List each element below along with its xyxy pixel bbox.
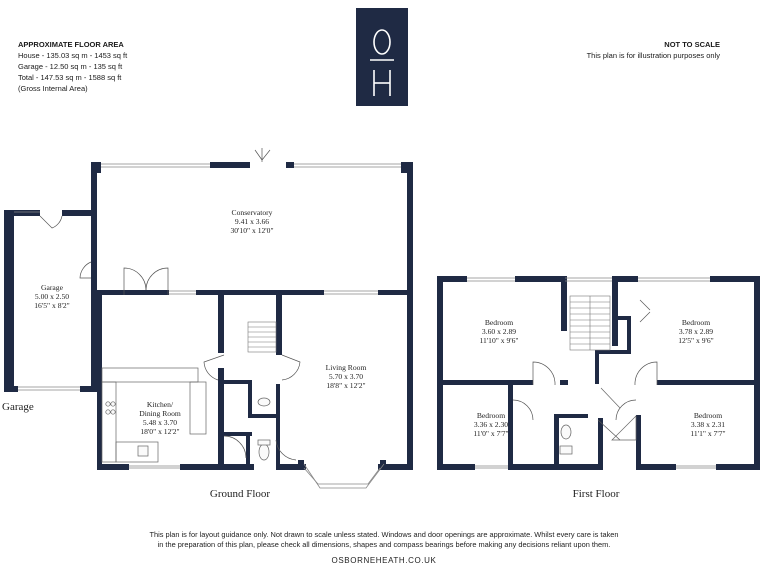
room-bedroom-3-metric: 3.36 x 2.30 xyxy=(473,420,509,429)
scale-note-title: NOT TO SCALE xyxy=(664,40,720,49)
room-bedroom-3 xyxy=(473,411,508,438)
room-conservatory-metric: 9.41 x 3.66 xyxy=(234,217,270,226)
website-link[interactable]: OSBORNEHEATH.CO.UK xyxy=(331,556,437,565)
disclaimer-line-1: This plan is for layout guidance only. Not drawn to scale unless stated. Windows and door openings are approximate. Whilst every care is taken xyxy=(149,530,619,539)
room-kitchen-name: Kitchen/ xyxy=(146,400,174,409)
room-conservatory xyxy=(230,208,273,235)
room-bedroom-2-name: Bedroom xyxy=(681,318,711,327)
room-bedroom-4-imperial: 11'1" x 7'7" xyxy=(690,429,726,438)
floor-area-garage: Garage - 12.50 sq m - 135 sq ft xyxy=(18,62,123,71)
room-bedroom-1-name: Bedroom xyxy=(484,318,514,327)
floor-area-house: House - 135.03 sq m - 1453 sq ft xyxy=(18,51,128,60)
ground-floor-title: Ground Floor xyxy=(209,488,271,500)
room-bedroom-1 xyxy=(479,318,518,345)
floor-area-title: APPROXIMATE FLOOR AREA xyxy=(18,40,124,49)
disclaimer-line-2: in the preparation of this plan, please check all dimensions, shapes and compass bearings before making any decisions reliant upon them. xyxy=(157,540,611,549)
first-floor-title: First Floor xyxy=(572,488,620,500)
room-bedroom-3-name: Bedroom xyxy=(476,411,506,420)
room-living-name: Living Room xyxy=(325,363,367,372)
room-conservatory-name: Conservatory xyxy=(231,208,273,217)
room-living xyxy=(326,363,367,390)
room-kitchen-name2: Dining Room xyxy=(139,409,181,418)
room-bedroom-4 xyxy=(690,411,725,438)
room-kitchen-metric: 5.48 x 3.70 xyxy=(142,418,178,427)
room-kitchen-imperial: 18'0" x 12'2" xyxy=(140,427,180,436)
room-garage xyxy=(34,283,70,310)
room-conservatory-imperial: 30'10" x 12'0" xyxy=(230,226,274,235)
floor-area-note: (Gross Internal Area) xyxy=(18,84,88,93)
room-bedroom-3-imperial: 11'0" x 7'7" xyxy=(473,429,509,438)
room-bedroom-2 xyxy=(678,318,714,345)
floor-area-total: Total - 147.53 sq m - 1588 sq ft xyxy=(18,73,122,82)
room-garage-imperial: 16'5" x 8'2" xyxy=(34,301,70,310)
room-bedroom-1-metric: 3.60 x 2.89 xyxy=(481,327,517,336)
room-kitchen xyxy=(139,400,181,436)
disclaimer xyxy=(84,530,684,550)
room-garage-metric: 5.00 x 2.50 xyxy=(34,292,70,301)
room-garage-name: Garage xyxy=(41,283,63,292)
room-bedroom-4-name: Bedroom xyxy=(693,411,723,420)
room-living-imperial: 18'8" x 12'2" xyxy=(326,381,366,390)
room-bedroom-1-imperial: 11'10" x 9'6" xyxy=(479,336,519,345)
room-bedroom-2-metric: 3.78 x 2.89 xyxy=(678,327,714,336)
room-bedroom-4-metric: 3.38 x 2.31 xyxy=(690,420,726,429)
room-living-metric: 5.70 x 3.70 xyxy=(328,372,364,381)
garage-side-label: Garage xyxy=(2,401,34,413)
room-bedroom-2-imperial: 12'5" x 9'6" xyxy=(678,336,714,345)
scale-note-text: This plan is for illustration purposes only xyxy=(586,51,720,60)
